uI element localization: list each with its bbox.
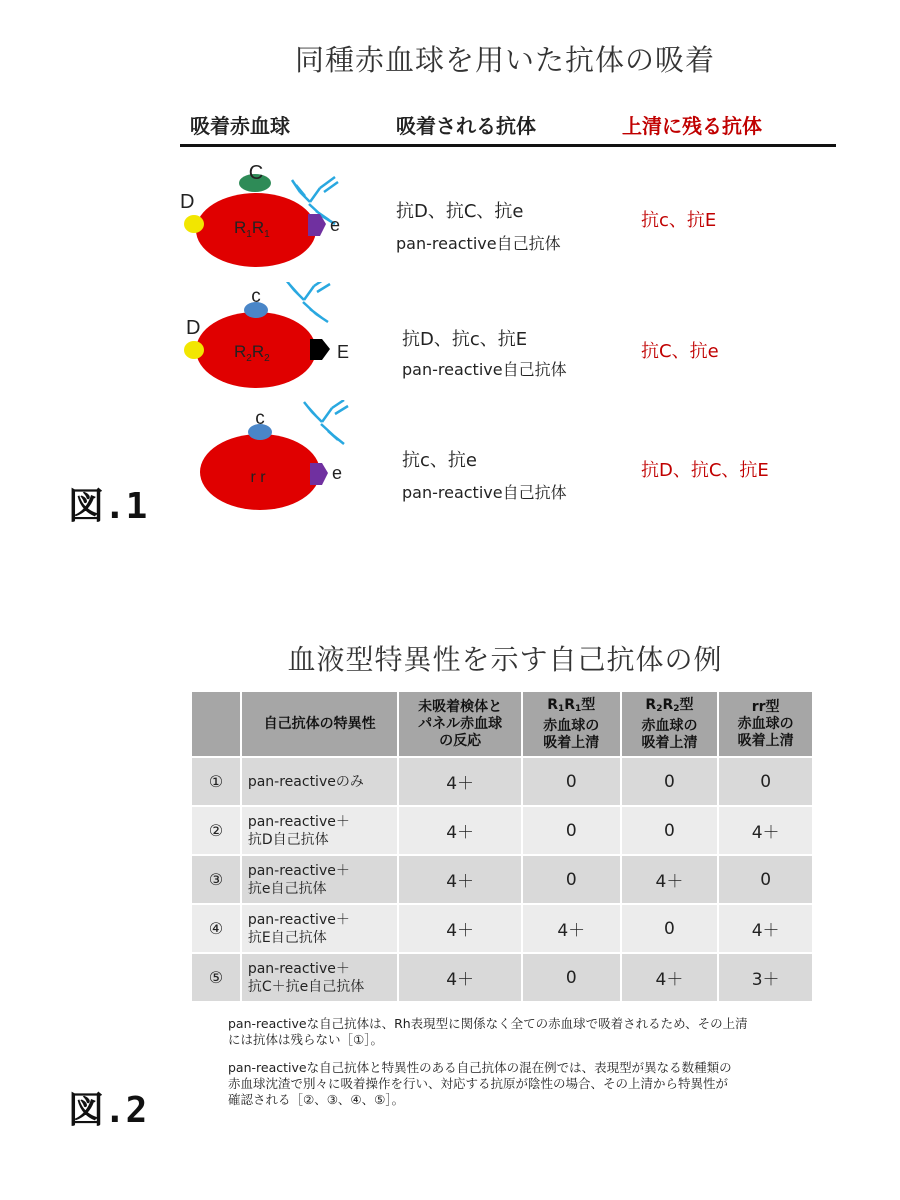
row2-adsorbed-line1: 抗D、抗c、抗E: [402, 329, 528, 350]
row-number: ④: [191, 904, 241, 953]
header-specificity: 自己抗体の特異性: [241, 691, 399, 757]
row-rr: 4＋: [718, 806, 813, 855]
table-row: [191, 953, 813, 1002]
row-rr: 0: [718, 855, 813, 904]
row-specificity: pan-reactive＋ 抗e自己抗体: [241, 855, 399, 904]
row-r1r1: 4＋: [522, 904, 621, 953]
row-specificity: pan-reactiveのみ: [241, 757, 399, 806]
row-r2r2: 0: [621, 806, 719, 855]
antigen-D-label: D: [180, 191, 195, 213]
row-unadsorbed: 4＋: [398, 953, 522, 1002]
antigen-c-label: c: [251, 286, 261, 307]
row2-adsorbed-line2: pan-reactive自己抗体: [402, 360, 567, 379]
row-unadsorbed: 4＋: [398, 757, 522, 806]
row-r2r2: 4＋: [621, 855, 719, 904]
antigen-D-label: D: [186, 317, 201, 339]
row1-remaining: 抗c、抗E: [641, 210, 717, 231]
antigen-c-label: c: [255, 408, 265, 429]
r1r1-cell-diagram: [176, 152, 361, 267]
header-r2r2: $R_2R_2$型 赤血球の 吸着上清: [621, 691, 719, 757]
row-number: ③: [191, 855, 241, 904]
cell-phenotype-label: r r: [250, 469, 266, 486]
autoantibody-specificity-table: [190, 690, 814, 1003]
row-unadsorbed: 4＋: [398, 855, 522, 904]
antigen-E-label: E: [337, 342, 350, 362]
antigen-D-icon: [184, 215, 204, 233]
row1-adsorbed-line2: pan-reactive自己抗体: [396, 234, 561, 253]
row2-remaining: 抗C、抗e: [641, 341, 719, 362]
figure1-label: 図.1: [68, 486, 148, 527]
header-unadsorbed: 未吸着検体と パネル赤血球 の反応: [398, 691, 522, 757]
antigen-D-icon: [184, 341, 204, 359]
figure2-label: 図.2: [68, 1090, 148, 1131]
row3-remaining: 抗D、抗C、抗E: [641, 460, 769, 481]
row-number: ②: [191, 806, 241, 855]
table-row: [191, 806, 813, 855]
antigen-e-icon: [310, 463, 328, 485]
row-r2r2: 4＋: [621, 953, 719, 1002]
r2r2-cell-diagram: [176, 282, 361, 397]
row1-adsorbed-line1: 抗D、抗C、抗e: [396, 201, 524, 222]
row3-adsorbed-line1: 抗c、抗e: [402, 450, 477, 471]
cell-phenotype-label: $R_1R_1$: [234, 218, 270, 240]
antigen-e-label: e: [332, 463, 343, 483]
cell-phenotype-label: $R_2R_2$: [234, 342, 270, 364]
note-pan-reactive: pan-reactiveな自己抗体は、Rh表現型に関係なく全ての赤血球で吸着されるため、その上清 には抗体は残らない［①］。: [228, 1016, 748, 1047]
row-unadsorbed: 4＋: [398, 904, 522, 953]
antibody-icon: [304, 400, 348, 444]
table-row: [191, 757, 813, 806]
header-remaining-antibodies: 上清に残る抗体: [622, 114, 762, 138]
note-mixed-autoantibody: pan-reactiveな自己抗体と特異性のある自己抗体の混在例では、表現型が異なる数種類の 赤血球沈渣で別々に吸着操作を行い、対応する抗原が陰性の場合、その上清から特異性が 確認される［②、③、④、⑤］。: [228, 1060, 732, 1107]
row-r1r1: 0: [522, 806, 621, 855]
antibody-icon: [286, 282, 330, 322]
row-number: ⑤: [191, 953, 241, 1002]
row-rr: 4＋: [718, 904, 813, 953]
header-adsorbing-cells: 吸着赤血球: [190, 114, 290, 138]
row-specificity: pan-reactive＋ 抗D自己抗体: [241, 806, 399, 855]
row-number: ①: [191, 757, 241, 806]
table-row: [191, 904, 813, 953]
antigen-C-label: C: [248, 162, 264, 184]
header-rr: rr型 赤血球の 吸着上清: [718, 691, 813, 757]
row-r2r2: 0: [621, 757, 719, 806]
rr-cell-diagram: [176, 400, 361, 515]
antigen-E-icon: [310, 339, 330, 360]
row-specificity: pan-reactive＋ 抗C＋抗e自己抗体: [241, 953, 399, 1002]
table-header-row: [191, 691, 813, 757]
row-r1r1: 0: [522, 855, 621, 904]
row3-adsorbed-line2: pan-reactive自己抗体: [402, 483, 567, 502]
figure2-title: 血液型特異性を示す自己抗体の例: [287, 643, 723, 676]
antigen-e-label: e: [330, 215, 341, 235]
header-number: [191, 691, 241, 757]
table-row: [191, 855, 813, 904]
row-specificity: pan-reactive＋ 抗E自己抗体: [241, 904, 399, 953]
row-r1r1: 0: [522, 953, 621, 1002]
header-adsorbed-antibodies: 吸着される抗体: [396, 114, 536, 138]
header-r1r1: $R_1R_1$型 赤血球の 吸着上清: [522, 691, 621, 757]
row-rr: 3＋: [718, 953, 813, 1002]
row-rr: 0: [718, 757, 813, 806]
row-r2r2: 0: [621, 904, 719, 953]
row-unadsorbed: 4＋: [398, 806, 522, 855]
header-divider: [180, 144, 836, 147]
figure1-title: 同種赤血球を用いた抗体の吸着: [294, 43, 715, 77]
row-r1r1: 0: [522, 757, 621, 806]
